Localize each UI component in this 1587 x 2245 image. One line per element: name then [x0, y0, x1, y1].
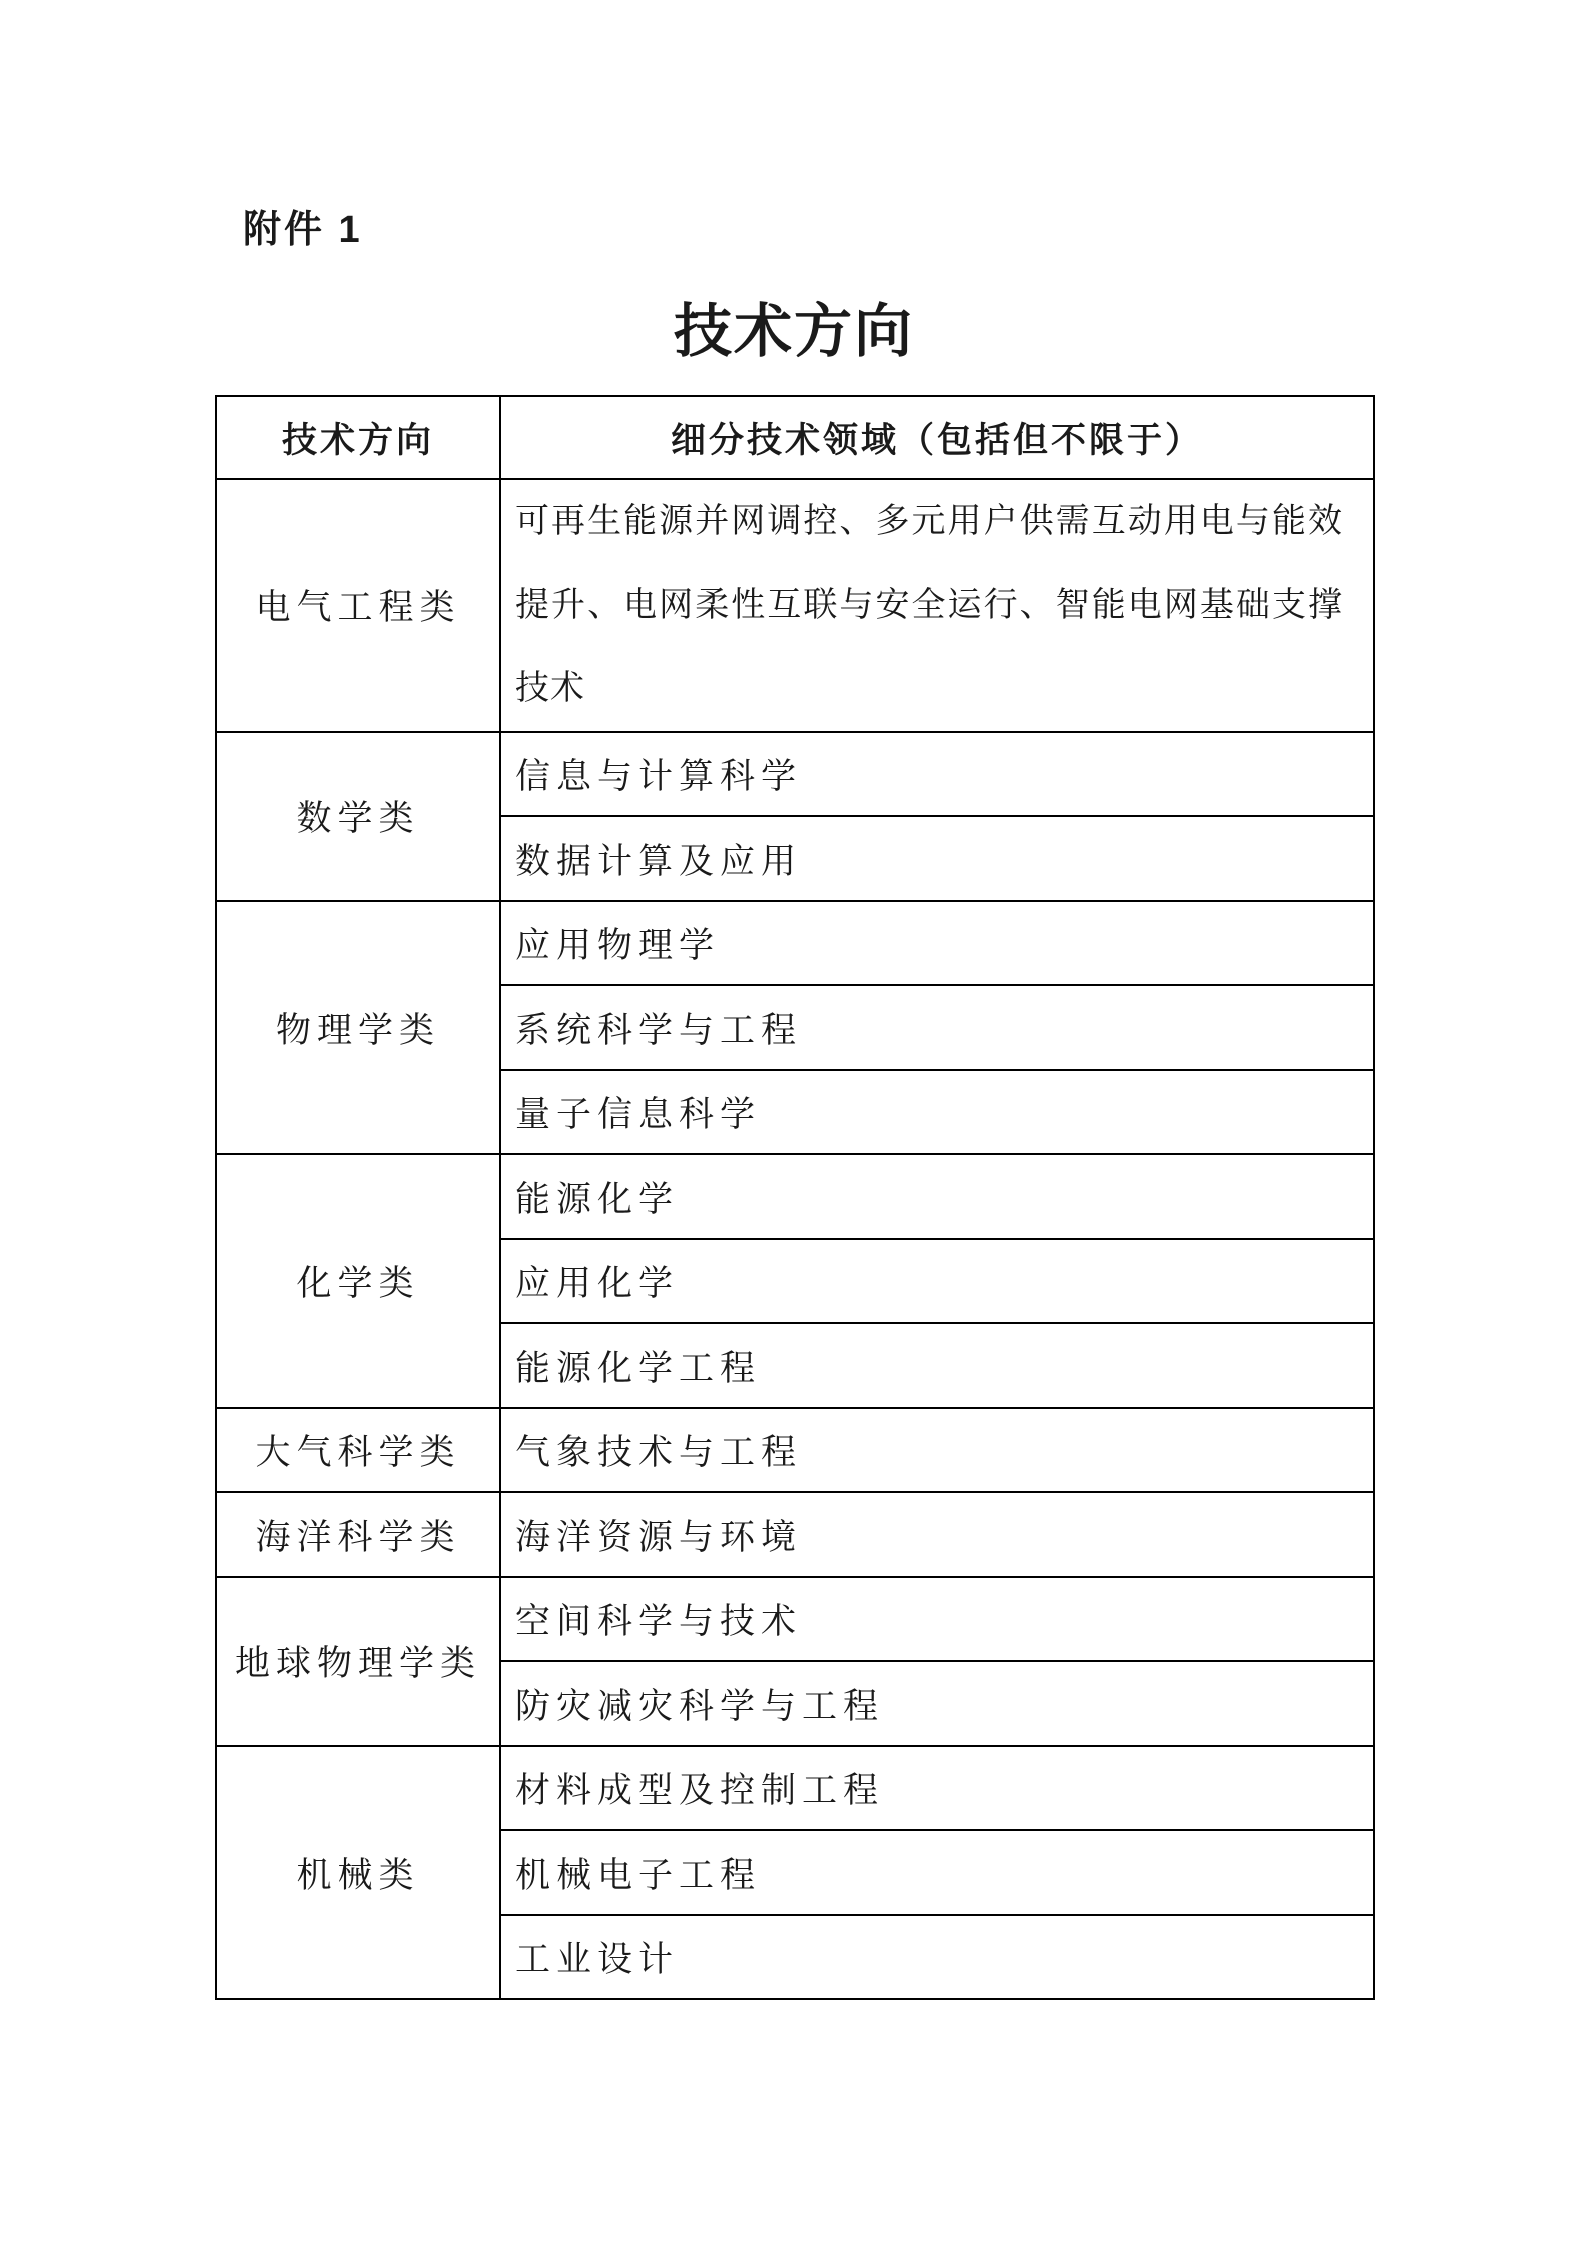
table-row: [216, 901, 1374, 986]
table-row: [216, 732, 1374, 817]
category-cell-mathematics: 数学类: [216, 732, 500, 901]
table-row: [216, 1577, 1374, 1662]
table-row: [216, 1408, 1374, 1493]
category-cell-physics: 物理学类: [216, 901, 500, 1155]
table-row: [216, 1746, 1374, 1831]
detail-cell-math-1: 信息与计算科学: [500, 732, 1374, 817]
detail-cell-physics-2: 系统科学与工程: [500, 985, 1374, 1070]
category-cell-mechanical: 机械类: [216, 1746, 500, 2000]
detail-cell-mechanical-1: 材料成型及控制工程: [500, 1746, 1374, 1831]
detail-cell-marine-1: 海洋资源与环境: [500, 1492, 1374, 1577]
table-row: [216, 479, 1374, 732]
category-cell-marine-science: 海洋科学类: [216, 1492, 500, 1577]
tech-directions-table: [215, 395, 1375, 2000]
col-header-subfields: 细分技术领域（包括但不限于）: [500, 396, 1374, 479]
col-header-tech-direction: 技术方向: [216, 396, 500, 479]
detail-cell-physics-3: 量子信息科学: [500, 1070, 1374, 1155]
detail-cell-mechanical-2: 机械电子工程: [500, 1830, 1374, 1915]
category-cell-geophysics: 地球物理学类: [216, 1577, 500, 1746]
detail-cell-atmospheric-1: 气象技术与工程: [500, 1408, 1374, 1493]
detail-cell-electrical-engineering: [500, 479, 1374, 732]
detail-cell-geophysics-1: 空间科学与技术: [500, 1577, 1374, 1662]
table-row: [216, 1154, 1374, 1239]
page-title: 技术方向: [673, 299, 914, 364]
category-cell-atmospheric-science: 大气科学类: [216, 1408, 500, 1493]
detail-text-line: 可再生能源并网调控、多元用户供需互动用电与能效: [515, 503, 1343, 540]
category-cell-chemistry: 化学类: [216, 1154, 500, 1408]
category-cell-electrical-engineering: 电气工程类: [216, 479, 500, 732]
detail-cell-geophysics-2: 防灾减灾科学与工程: [500, 1661, 1374, 1746]
attachment-label: 附件 1: [243, 209, 363, 251]
detail-cell-chemistry-3: 能源化学工程: [500, 1323, 1374, 1408]
detail-cell-mechanical-3: 工业设计: [500, 1915, 1374, 2000]
table-header-row: [216, 396, 1374, 479]
detail-cell-math-2: 数据计算及应用: [500, 816, 1374, 901]
detail-text-line: 技术: [515, 670, 585, 708]
detail-cell-chemistry-2: 应用化学: [500, 1239, 1374, 1324]
table-row: [216, 1492, 1374, 1577]
detail-cell-physics-1: 应用物理学: [500, 901, 1374, 986]
detail-text-line: 提升、电网柔性互联与安全运行、智能电网基础支撑: [515, 586, 1343, 624]
detail-cell-chemistry-1: 能源化学: [500, 1154, 1374, 1239]
